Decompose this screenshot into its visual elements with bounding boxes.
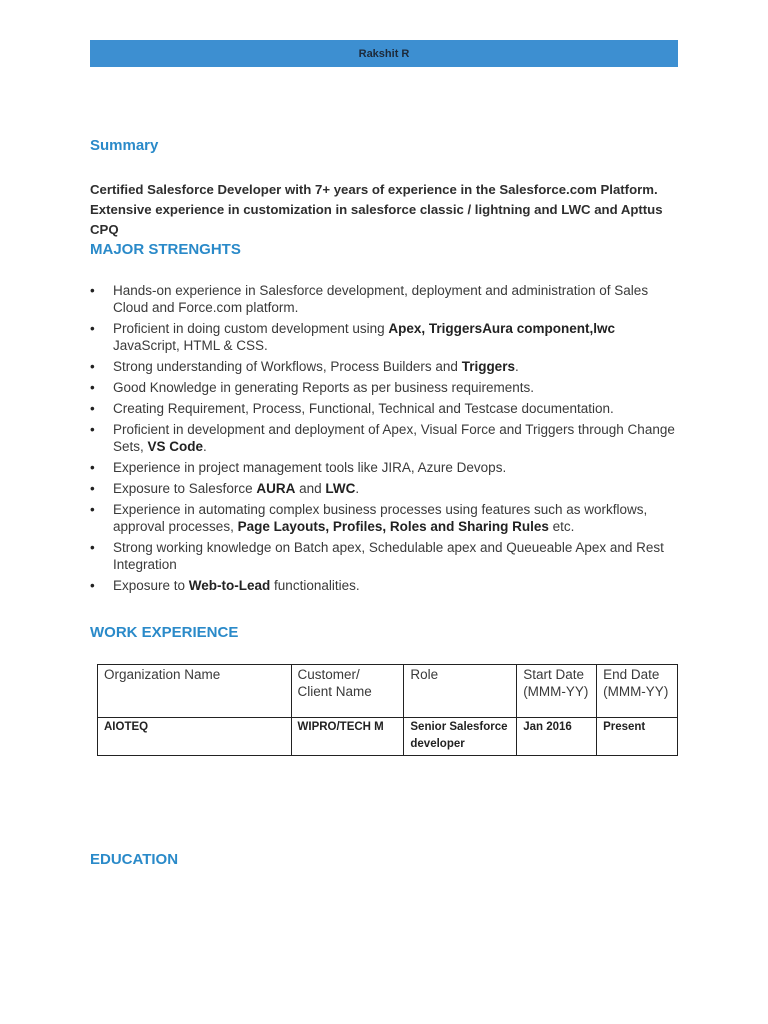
list-item <box>90 400 680 417</box>
summary-text <box>90 180 690 240</box>
item-text: Good Knowledge in generating Reports as per business requirements. <box>113 380 534 395</box>
item-text: and <box>295 481 326 496</box>
cell-role: Senior Salesforce developer <box>404 718 517 756</box>
bullet-icon: • <box>90 401 95 416</box>
bullet-icon: • <box>90 283 95 298</box>
bold-text: Web-to-Lead <box>188 578 271 593</box>
item-text: Experience in automating complex business processes using features such as workflows, approval processes, <box>113 502 648 534</box>
strengths-list <box>90 282 680 598</box>
item-text: Proficient in development and deployment of Apex, Visual Force and Triggers through Change Sets, <box>113 422 675 454</box>
item-text: Creating Requirement, Process, Functional, Technical and Testcase documentation. <box>113 401 614 416</box>
item-text: . <box>203 439 207 454</box>
item-text: . <box>514 359 519 374</box>
item-text: Experience in project management tools like JIRA, Azure Devops. <box>113 460 507 475</box>
bullet-icon: • <box>90 359 95 374</box>
candidate-name: Rakshit R <box>358 47 410 60</box>
bold-text: VS Code <box>147 439 204 454</box>
strengths-heading: MAJOR STRENGHTS <box>90 241 241 258</box>
list-item <box>90 577 680 594</box>
summary-line-1: Certified Salesforce Developer with 7+ years of experience in the Salesforce.com Platform. <box>90 182 658 197</box>
education-heading: EDUCATION <box>90 851 179 868</box>
work-experience-heading: WORK EXPERIENCE <box>90 624 239 641</box>
item-text: Exposure to <box>113 578 189 593</box>
item-text: JavaScript, HTML & CSS. <box>113 338 268 353</box>
bullet-icon: • <box>90 481 95 496</box>
summary-line-2: Extensive experience in customization in salesforce classic / lightning and LWC and Apttus CPQ <box>90 202 663 237</box>
bullet-icon: • <box>90 422 95 437</box>
item-text: Exposure to Salesforce <box>113 481 257 496</box>
cell-organization: AIOTEQ <box>98 718 292 756</box>
item-text: Hands-on experience in Salesforce development, deployment and administration of Sales Cloud and Force.com platform. <box>113 283 649 315</box>
bold-text: Apex, TriggersAura component,lwc <box>388 321 615 336</box>
cell-start-date: Jan 2016 <box>517 718 597 756</box>
list-item <box>90 379 680 396</box>
list-item <box>90 421 680 455</box>
header-client-name: Customer/ Client Name <box>291 665 404 718</box>
item-text: Proficient in doing custom development using <box>113 321 389 336</box>
bold-text: AURA <box>256 481 296 496</box>
item-text: Strong understanding of Workflows, Process Builders and <box>113 359 462 374</box>
name-header-bar <box>90 40 678 67</box>
cell-client: WIPRO/TECH M <box>291 718 404 756</box>
list-item <box>90 459 680 476</box>
bold-text: Page Layouts, Profiles, Roles and Sharing Rules <box>237 519 549 534</box>
item-text: . <box>355 481 360 496</box>
work-experience-table <box>97 664 678 756</box>
item-text: etc. <box>548 519 575 534</box>
list-item <box>90 539 680 573</box>
list-item <box>90 501 680 535</box>
bullet-icon: • <box>90 380 95 395</box>
table-header-row <box>98 665 678 718</box>
item-text: Strong working knowledge on Batch apex, Schedulable apex and Queueable Apex and Rest Integration <box>113 540 664 572</box>
bullet-icon: • <box>90 540 95 555</box>
header-role: Role <box>404 665 517 718</box>
list-item <box>90 282 680 316</box>
header-organization-name: Organization Name <box>98 665 292 718</box>
summary-heading: Summary <box>90 137 159 154</box>
header-end-date: End Date (MMM-YY) <box>597 665 678 718</box>
table-row <box>98 718 678 756</box>
header-start-date: Start Date (MMM-YY) <box>517 665 597 718</box>
bold-text: Triggers <box>461 359 515 374</box>
list-item <box>90 480 680 497</box>
bullet-icon: • <box>90 578 95 593</box>
list-item <box>90 320 680 354</box>
bullet-icon: • <box>90 502 95 517</box>
item-text: functionalities. <box>270 578 360 593</box>
list-item <box>90 358 680 375</box>
cell-end-date: Present <box>597 718 678 756</box>
bullet-icon: • <box>90 321 95 336</box>
bullet-icon: • <box>90 460 95 475</box>
bold-text: LWC <box>325 481 356 496</box>
